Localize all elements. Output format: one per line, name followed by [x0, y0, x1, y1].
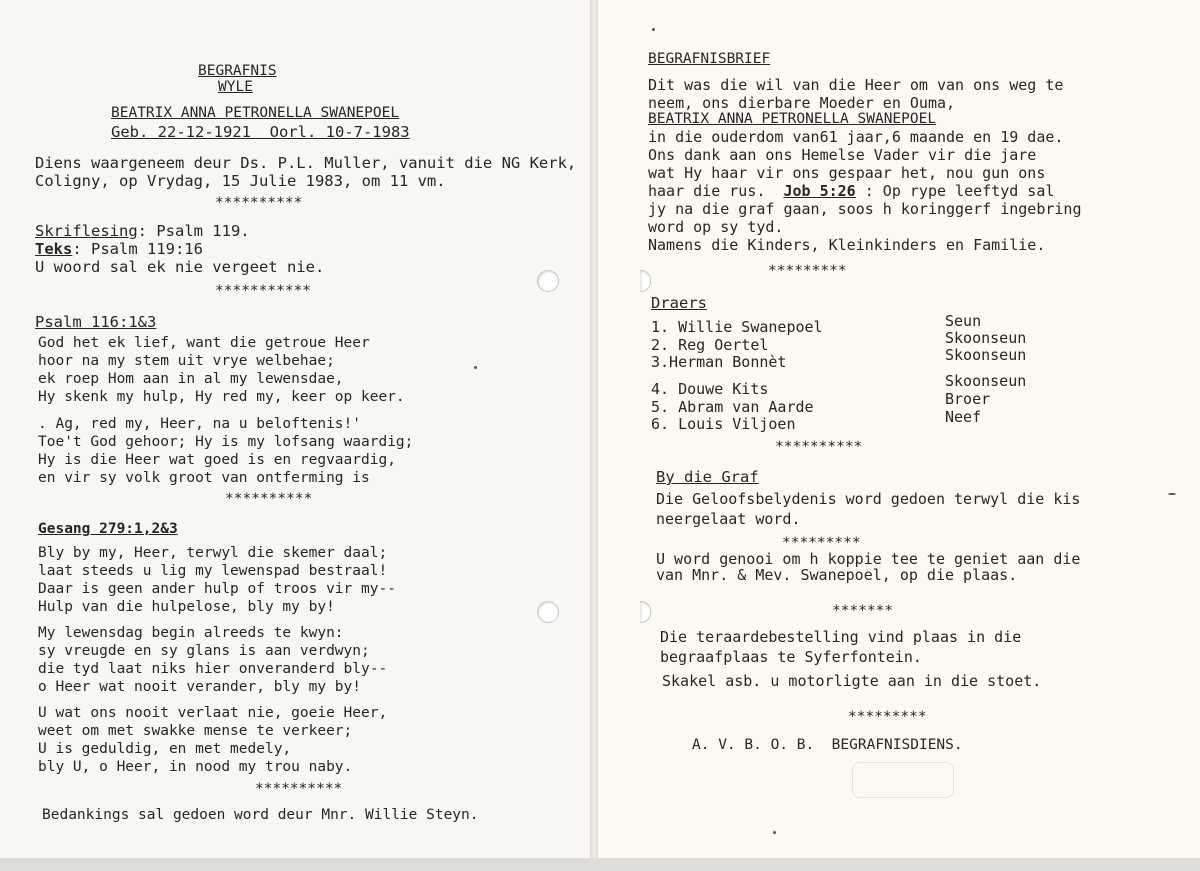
tea-line: U word genooi om h koppie tee te geniet aan die	[656, 550, 1081, 568]
separator: *********	[782, 535, 861, 551]
paper-speck	[1168, 493, 1176, 495]
headlights-line: Skakel asb. u motorligte aan in die stoet.	[662, 672, 1042, 690]
letter-name: BEATRIX ANNA PETRONELLA SWANEPOEL	[648, 111, 937, 127]
punch-hole-left-bottom	[537, 601, 559, 623]
header-title: BEGRAFNIS	[198, 63, 277, 79]
bearer-name: 4. Douwe Kits	[651, 380, 769, 398]
deceased-name: BEATRIX ANNA PETRONELLA SWANEPOEL	[111, 105, 400, 121]
scripture-label: Skriflesing	[35, 222, 138, 240]
hymn-verse-2-line: sy vreugde en sy glans is aan verdwyn;	[38, 643, 370, 659]
psalm-verse-1-line: hoor na my stem uit vrye welbehae;	[38, 353, 335, 369]
letter-line: in die ouderdom van61 jaar,6 maande en 19 dae.	[648, 128, 1064, 146]
service-line-1: Diens waargeneem deur Ds. P.L. Muller, vanuit die NG Kerk,	[35, 154, 577, 172]
bearer-relation: Skoonseun	[945, 372, 1027, 390]
hymn-verse-3-line: U is geduldig, en met medely,	[38, 741, 292, 757]
bearer-relation: Seun	[945, 312, 982, 330]
hymn-verse-1-line: Bly by my, Heer, terwyl die skemer daal;	[38, 545, 388, 561]
separator: **********	[255, 781, 343, 797]
bearer-relation: Skoonseun	[945, 329, 1027, 347]
hymn-verse-1-line: laat steeds u lig my lewenspad bestraal!	[38, 563, 388, 579]
separator: **********	[225, 491, 313, 507]
letter-line: wat Hy haar vir ons gespaar het, nou gun ons	[648, 164, 1046, 182]
separator: *******	[832, 603, 894, 619]
hymn-verse-2-line: die tyd laat niks hier onveranderd bly--	[38, 661, 388, 677]
bearer-relation: Neef	[945, 408, 982, 426]
hymn-verse-3-line: U wat ons nooit verlaat nie, goeie Heer,	[38, 705, 388, 721]
separator: **********	[215, 195, 303, 211]
letter-signoff: Namens die Kinders, Kleinkinders en Familie.	[648, 236, 1046, 254]
hymn-heading: Gesang 279:1,2&3	[38, 521, 178, 537]
bearer-name: 3.Herman Bonnèt	[651, 353, 787, 371]
bearers-heading: Draers	[651, 294, 707, 312]
hymn-verse-2-line: My lewensdag begin alreeds te kwyn:	[38, 625, 344, 641]
burial-line: begraafplaas te Syferfontein.	[660, 648, 922, 666]
grave-line: Die Geloofsbelydenis word gedoen terwyl die kis	[656, 490, 1081, 508]
letter-job-text: : Op rype leeftyd sal	[864, 182, 1055, 200]
separator: ***********	[215, 283, 312, 299]
bearer-name: 2. Reg Oertel	[651, 336, 769, 354]
letter-line: neem, ons dierbare Moeder en Ouma,	[648, 94, 956, 112]
text-label: Teks	[35, 240, 73, 258]
letter-line: Ons dank aan ons Hemelse Vader vir die jare	[648, 146, 1037, 164]
bottom-edge	[0, 858, 1200, 871]
psalm-heading: Psalm 116:1&3	[35, 313, 157, 331]
tea-line: van Mnr. & Mev. Swanepoel, op die plaas.	[656, 566, 1018, 584]
grave-line: neergelaat word.	[656, 510, 801, 528]
grave-heading: By die Graf	[656, 468, 759, 486]
show-through-logo	[852, 762, 954, 798]
separator: *********	[848, 709, 927, 725]
psalm-verse-2-line: en vir sy volk groot van ontferming is	[38, 470, 370, 486]
bearer-name: 1. Willie Swanepoel	[651, 318, 823, 336]
scripture-line	[35, 222, 250, 240]
bearer-relation: Skoonseun	[945, 346, 1027, 364]
hymn-verse-1-line: Daar is geen ander hulp of troos vir my--	[38, 581, 396, 597]
page-fold	[590, 0, 598, 858]
psalm-verse-1-line: ek roep Hom aan in al my lewensdae,	[38, 371, 344, 387]
bearer-relation: Broer	[945, 390, 991, 408]
burial-line: Die teraardebestelling vind plaas in die	[660, 628, 1022, 646]
psalm-verse-1-line: God het ek lief, want die getroue Heer	[38, 335, 370, 351]
punch-hole-left-top	[537, 270, 559, 292]
psalm-verse-2-line: . Ag, red my, Heer, na u beloftenis!'	[38, 416, 362, 432]
thanks-line: Bedankings sal gedoen word deur Mnr. Willie Steyn.	[42, 807, 479, 823]
birth-death-dates: Geb. 22-12-1921 Oorl. 10-7-1983	[111, 123, 410, 141]
hymn-verse-3-line: weet om met swakke mense te verkeer;	[38, 723, 353, 739]
text-value: : Psalm 119:16	[72, 240, 203, 258]
separator: **********	[775, 439, 863, 455]
bearer-name: 5. Abram van Aarde	[651, 398, 814, 416]
paper-speck	[474, 366, 477, 369]
hymn-verse-2-line: o Heer wat nooit verander, bly my by!	[38, 679, 362, 695]
hymn-verse-3-line: bly U, o Heer, in nood my trou naby.	[38, 759, 353, 775]
letter-job-line	[648, 182, 1054, 200]
bearer-name: 6. Louis Viljoen	[651, 415, 796, 433]
psalm-verse-2-line: Toe't God gehoor; Hy is my lofsang waardig;	[38, 434, 414, 450]
service-line-2: Coligny, op Vrydag, 15 Julie 1983, om 11 vm.	[35, 172, 446, 190]
letter-line: jy na die graf gaan, soos h koringgerf ingebring	[648, 200, 1082, 218]
text-quote: U woord sal ek nie vergeet nie.	[35, 258, 325, 276]
paper-speck	[652, 28, 655, 31]
footer-line: A. V. B. O. B. BEGRAFNISDIENS.	[692, 737, 963, 753]
header-wyle: WYLE	[218, 79, 253, 95]
psalm-verse-1-line: Hy skenk my hulp, Hy red my, keer op keer.	[38, 389, 405, 405]
letter-rus: haar die rus.	[648, 182, 766, 200]
letter-heading: BEGRAFNISBRIEF	[648, 51, 771, 67]
text-line	[35, 240, 203, 258]
job-reference: Job 5:26	[783, 182, 856, 200]
paper-speck	[773, 831, 776, 834]
scripture-value: : Psalm 119.	[137, 222, 250, 240]
separator: *********	[768, 263, 847, 279]
letter-line: Dit was die wil van die Heer om van ons weg te	[648, 76, 1064, 94]
hymn-verse-1-line: Hulp van die hulpelose, bly my by!	[38, 599, 335, 615]
letter-line: word op sy tyd.	[648, 218, 784, 236]
psalm-verse-2-line: Hy is die Heer wat goed is en regvaardig,	[38, 452, 396, 468]
